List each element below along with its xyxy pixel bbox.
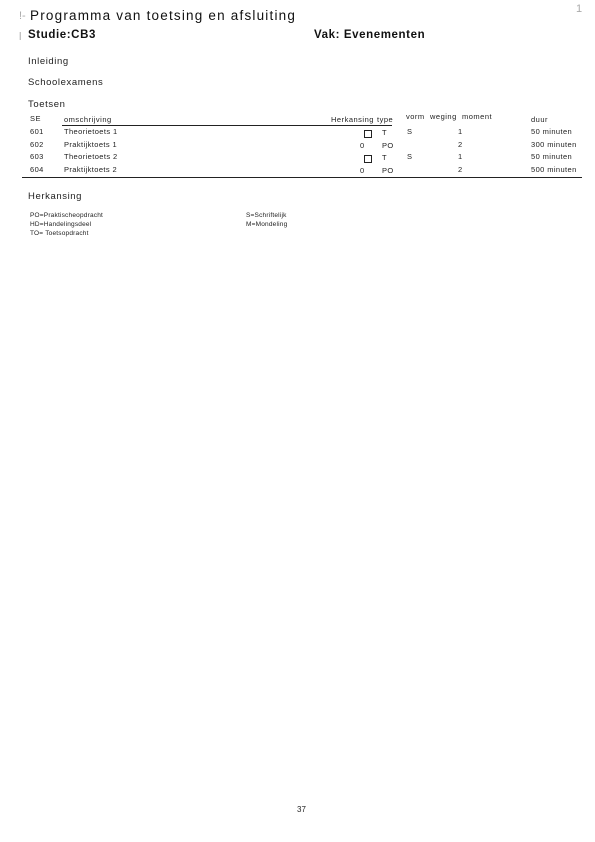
cell-omschrijving: Theorietoets 2 bbox=[64, 152, 118, 161]
col-se: SE bbox=[30, 114, 42, 123]
cell-vorm: S bbox=[407, 152, 413, 161]
cell-duur: 50 minuten bbox=[531, 127, 573, 136]
cell-vorm: S bbox=[407, 127, 413, 136]
page-number: 37 bbox=[297, 805, 306, 814]
studie-marker: l bbox=[19, 31, 22, 43]
cell-type: PO bbox=[382, 166, 394, 175]
cell-type: PO bbox=[382, 141, 394, 150]
cell-omschrijving: Praktijktoets 2 bbox=[64, 165, 118, 174]
cell-duur: 50 minuten bbox=[531, 152, 573, 161]
cell-omschrijving: Theorietoets 1 bbox=[64, 127, 118, 136]
legend-hd: HD=Handelingsdeel bbox=[30, 221, 92, 228]
legend-po: PO=Praktischeopdracht bbox=[30, 212, 104, 219]
cell-moment: 1 bbox=[458, 127, 463, 136]
cell-moment: 2 bbox=[458, 165, 463, 174]
cell-moment: 2 bbox=[458, 140, 463, 149]
section-inleiding: Inleiding bbox=[28, 56, 69, 67]
cell-duur: 300 minuten bbox=[531, 140, 577, 149]
col-herkansing: Herkansing bbox=[331, 115, 374, 124]
page-title: Programma van toetsing en afsluiting bbox=[30, 8, 297, 23]
cell-type: T bbox=[382, 153, 387, 162]
cell-duur: 500 minuten bbox=[531, 165, 577, 174]
cell-se: 603 bbox=[30, 152, 44, 161]
section-toetsen: Toetsen bbox=[28, 99, 66, 110]
section-herkansing: Herkansing bbox=[28, 191, 83, 202]
cell-omschrijving: Praktijktoets 1 bbox=[64, 140, 118, 149]
vak-label: Vak: Evenementen bbox=[314, 29, 426, 41]
legend-s: S=Schriftelijk bbox=[246, 212, 287, 219]
table-header-rule bbox=[62, 125, 392, 126]
col-omschrijving: omschrijving bbox=[64, 115, 112, 124]
table-bottom-rule bbox=[22, 177, 582, 178]
cell-se: 601 bbox=[30, 127, 44, 136]
cell-type: T bbox=[382, 128, 387, 137]
studie-label: Studie:CB3 bbox=[28, 29, 96, 41]
col-moment: moment bbox=[462, 112, 493, 121]
legend-m: M=Mondeling bbox=[246, 221, 288, 228]
cell-se: 604 bbox=[30, 165, 44, 174]
section-schoolexamens: Schoolexamens bbox=[28, 77, 104, 88]
col-type: type bbox=[377, 115, 394, 124]
cell-moment: 1 bbox=[458, 152, 463, 161]
cell-herkansing: 0 bbox=[360, 141, 365, 150]
col-vorm: vorm bbox=[406, 112, 425, 121]
col-duur: duur bbox=[531, 115, 549, 124]
corner-mark: 1 bbox=[576, 3, 583, 15]
cell-herkansing: 0 bbox=[360, 166, 365, 175]
herkansing-checkbox bbox=[364, 155, 372, 163]
legend-to: TO= Toetsopdracht bbox=[30, 230, 89, 237]
cell-se: 602 bbox=[30, 140, 44, 149]
col-weging: weging bbox=[430, 112, 457, 121]
herkansing-checkbox bbox=[364, 130, 372, 138]
title-marker: !- bbox=[19, 10, 26, 22]
